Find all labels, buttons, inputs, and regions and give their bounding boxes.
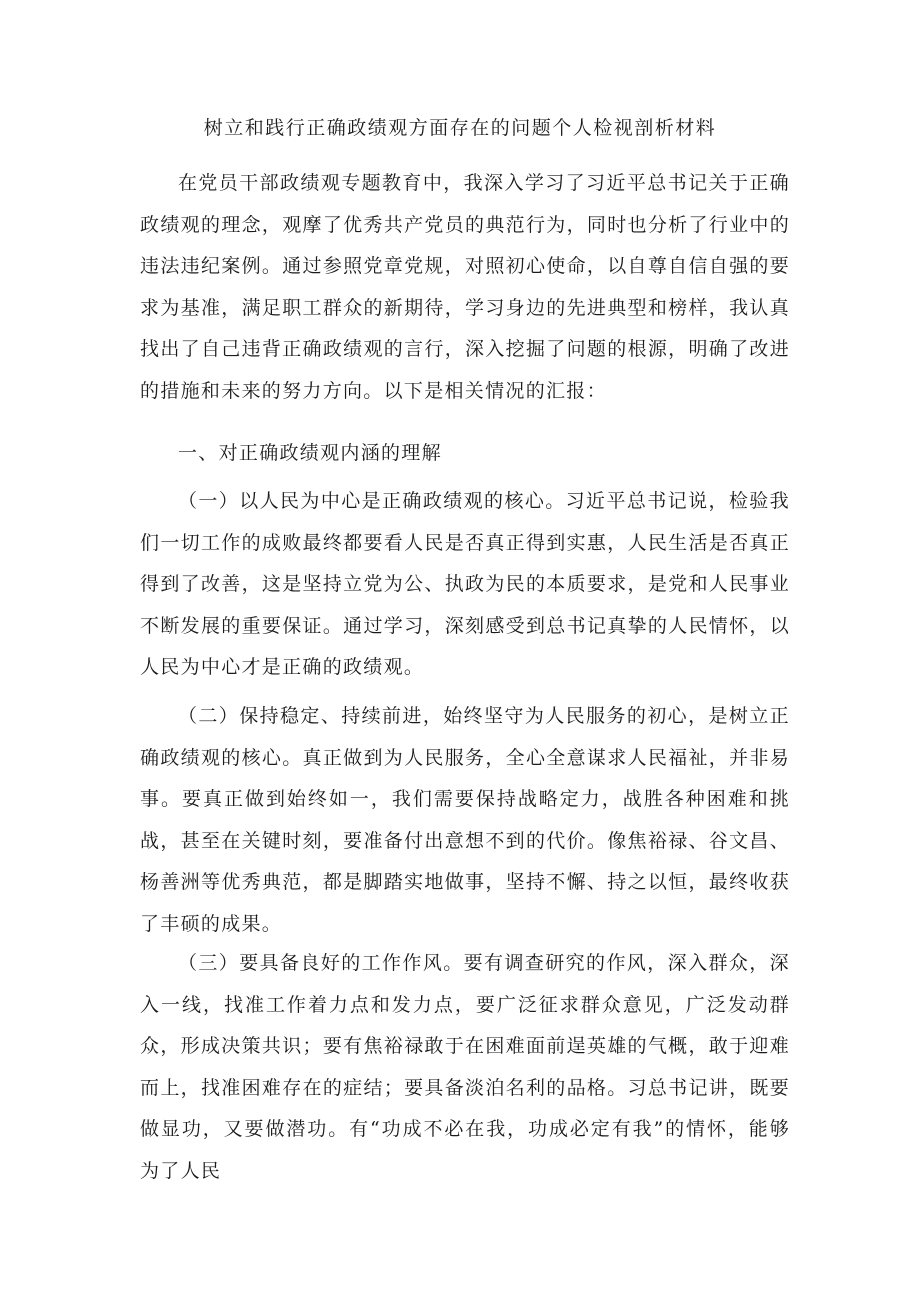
paragraph-text: （三）要具备良好的工作作风。要有调查研究的作风，深入群众，深入一线，找准工作着力点和发力点，要广泛征求群众意见，广泛发动群众，形成决策共识；要有焦裕禄敢于在困难面前逞英雄的气概，敢于迎难而上，找准困难存在的症结；要具备淡泊名利的品格。习总书记讲，既要做显功，又要做潜功。有“功成不必在我，功成必定有我”的情怀，能够为了人民: [140, 952, 790, 1182]
paragraph-point-1: [140, 481, 790, 689]
section-heading: [140, 433, 790, 475]
section-heading-text: 一、对正确政绩观内涵的理解: [178, 442, 442, 464]
paragraph-text: 在党员干部政绩观专题教育中，我深入学习了习近平总书记关于正确政绩观的理念，观摩了优秀共产党员的典范行为，同时也分析了行业中的违法违纪案例。通过参照党章党规，对照初心使命，以自尊自信自强的要求为基准，满足职工群众的新期待，学习身边的先进典型和榜样，我认真找出了自己违背正确政绩观的言行，深入挖掘了问题的根源，明确了改进的措施和未来的努力方向。以下是相关情况的汇报：: [140, 172, 790, 402]
document-title: 树立和践行正确政绩观方面存在的问题个人检视剖析材料: [203, 117, 717, 139]
paragraph-text: （一）以人民为中心是正确政绩观的核心。习近平总书记说，检验我们一切工作的成败最终都要看人民是否真正得到实惠，人民生活是否真正得到了改善，这是坚持立党为公、执政为民的本质要求，是党和人民事业不断发展的重要保证。通过学习，深刻感受到总书记真挚的人民情怀，以人民为中心才是正确的政绩观。: [140, 490, 790, 678]
paragraph-intro: [140, 163, 790, 412]
paragraph-point-2: [140, 696, 790, 945]
paragraph-point-3: [140, 943, 790, 1192]
paragraph-text: （二）保持稳定、持续前进，始终坚守为人民服务的初心，是树立正确政绩观的核心。真正做到为人民服务，全心全意谋求人民福祉，并非易事。要真正做到始终如一，我们需要保持战略定力，战胜各种困难和挑战，甚至在关键时刻，要准备付出意想不到的代价。像焦裕禄、谷文昌、杨善洲等优秀典范，都是脚踏实地做事，坚持不懈、持之以恒，最终收获了丰硕的成果。: [140, 705, 790, 935]
